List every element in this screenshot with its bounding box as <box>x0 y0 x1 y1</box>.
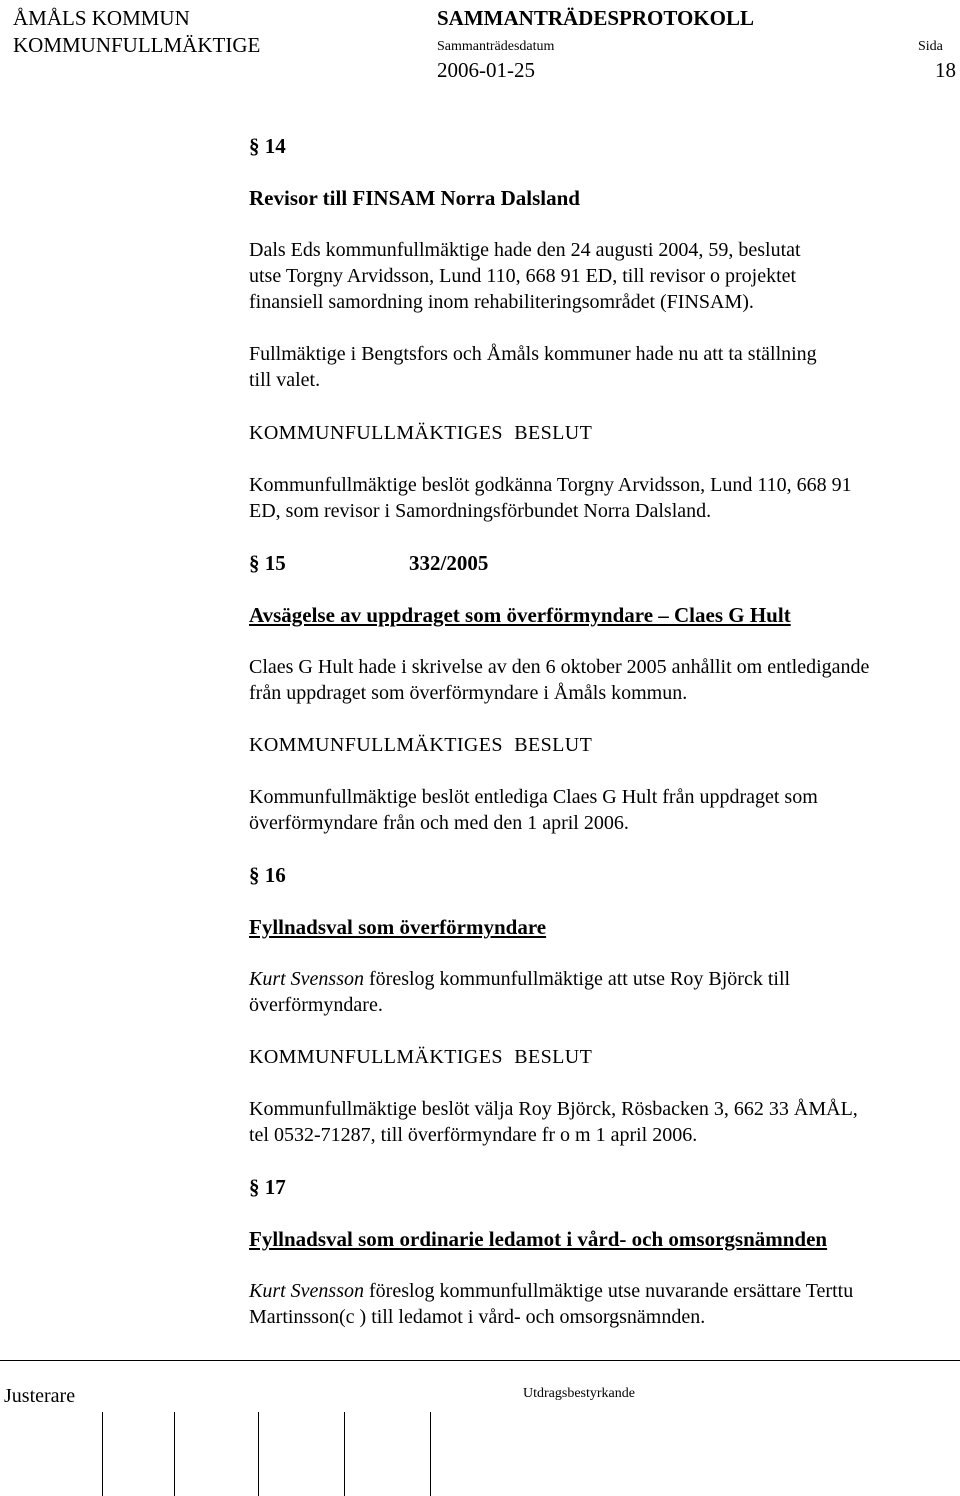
text-line: överförmyndare från och med den 1 april 2006. <box>249 812 629 834</box>
text-line: överförmyndare. <box>249 994 383 1016</box>
text-line: Dals Eds kommunfullmäktige hade den 24 augusti 2004, 59, beslutat <box>249 239 801 261</box>
text-line: Kommunfullmäktige beslöt entlediga Claes G Hult från uppdraget som <box>249 786 818 808</box>
text-line: finansiell samordning inom rehabiliteringsområdet (FINSAM). <box>249 291 754 313</box>
section-14-paragraph-2 <box>249 341 817 393</box>
document-type: SAMMANTRÄDESPROTOKOLL <box>437 6 754 30</box>
section-14-paragraph-1 <box>249 237 801 315</box>
section-16-title: Fyllnadsval som överförmyndare <box>249 915 547 939</box>
text-line: tel 0532-71287, till överförmyndare fr o m 1 april 2006. <box>249 1124 698 1146</box>
text-line: Kommunfullmäktige beslöt välja Roy Björck, Rösbacken 3, 662 33 ÅMÅL, <box>249 1098 858 1120</box>
text-line: Claes G Hult hade i skrivelse av den 6 oktober 2005 anhållit om entledigande <box>249 656 870 678</box>
proposal-text: föreslog kommunfullmäktige att utse Roy Björck till <box>369 968 791 990</box>
municipality-name: ÅMÅLS KOMMUN <box>13 6 190 30</box>
text-line: Kommunfullmäktige beslöt godkänna Torgny Arvidsson, Lund 110, 668 91 <box>249 474 852 496</box>
page-number: 18 <box>935 58 956 82</box>
page-label: Sida <box>918 39 943 54</box>
section-14-decision <box>249 472 852 524</box>
proposer-name: Kurt Svensson <box>249 1280 364 1302</box>
section-15-number-text: § 15 <box>249 551 286 575</box>
text-line <box>249 966 790 992</box>
signature-box-divider <box>344 1412 345 1496</box>
section-15-decision <box>249 784 818 836</box>
text-line: Martinsson(c ) till ledamot i vård- och omsorgsnämnden. <box>249 1306 706 1328</box>
signature-box-divider <box>102 1412 103 1496</box>
section-14-decision-label: KOMMUNFULLMÄKTIGES BESLUT <box>249 422 593 444</box>
section-15-decision-label: KOMMUNFULLMÄKTIGES BESLUT <box>249 734 593 756</box>
section-14-number: § 14 <box>249 134 286 158</box>
section-16-number: § 16 <box>249 863 286 887</box>
section-14-title: Revisor till FINSAM Norra Dalsland <box>249 186 580 210</box>
signature-box-divider <box>258 1412 259 1496</box>
text-line: ED, som revisor i Samordningsförbundet Norra Dalsland. <box>249 500 712 522</box>
assembly-name: KOMMUNFULLMÄKTIGE <box>13 33 261 57</box>
extract-label: Utdragsbestyrkande <box>523 1386 635 1401</box>
section-15-number <box>249 550 489 576</box>
section-17-number: § 17 <box>249 1175 286 1199</box>
text-line <box>249 1278 853 1304</box>
text-line: Fullmäktige i Bengtsfors och Åmåls kommuner hade nu att ta ställning <box>249 343 817 365</box>
text-line: till valet. <box>249 369 321 391</box>
meeting-date: 2006-01-25 <box>437 58 535 82</box>
date-label: Sammanträdesdatum <box>437 39 555 54</box>
section-17-title: Fyllnadsval som ordinarie ledamot i vård- och omsorgsnämnden <box>249 1227 828 1251</box>
text-line: utse Torgny Arvidsson, Lund 110, 668 91 ED, till revisor o projektet <box>249 265 797 287</box>
section-15-title: Avsägelse av uppdraget som överförmyndare – Claes G Hult <box>249 603 791 627</box>
text-line: från uppdraget som överförmyndare i Åmåls kommun. <box>249 682 688 704</box>
section-16-proposal <box>249 966 790 1018</box>
footer-divider <box>0 1360 960 1361</box>
justerare-label: Justerare <box>4 1385 76 1407</box>
section-16-decision-label: KOMMUNFULLMÄKTIGES BESLUT <box>249 1046 593 1068</box>
section-17-proposal <box>249 1278 853 1330</box>
section-15-reference: 332/2005 <box>409 551 489 575</box>
signature-box-divider <box>174 1412 175 1496</box>
section-16-decision <box>249 1096 858 1148</box>
proposal-text: föreslog kommunfullmäktige utse nuvarande ersättare Terttu <box>369 1280 854 1302</box>
section-15-paragraph-1 <box>249 654 869 706</box>
proposer-name: Kurt Svensson <box>249 968 364 990</box>
signature-box-divider <box>430 1412 431 1496</box>
